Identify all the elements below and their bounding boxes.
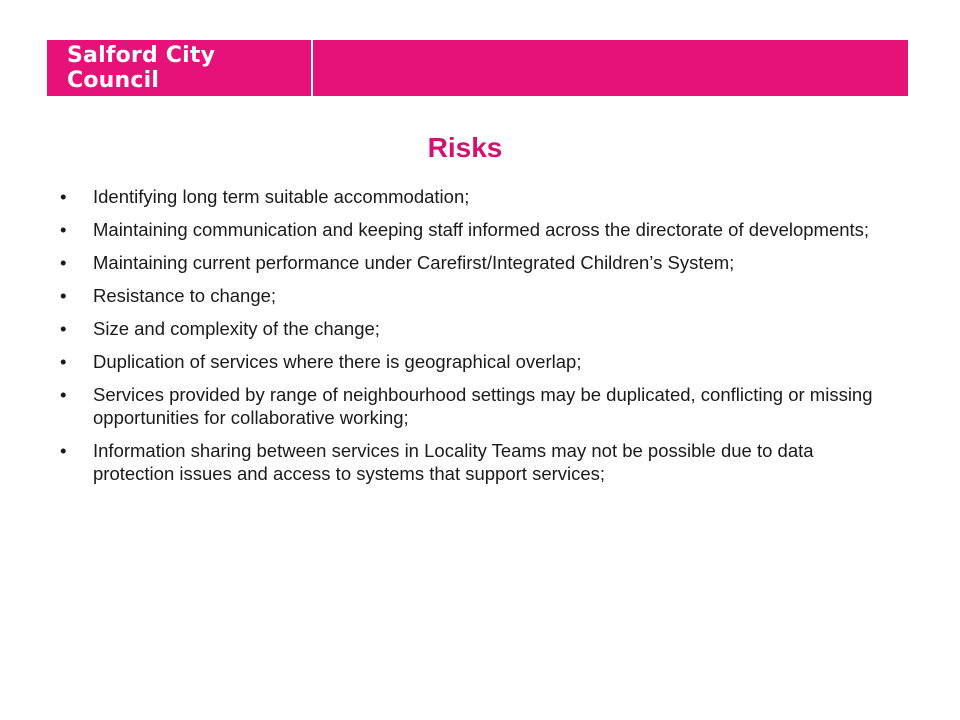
banner-fill [313,40,908,96]
list-item-text: Services provided by range of neighbourhood settings may be duplicated, conflicting or missing opportunities for collaborative working; [93,384,873,428]
header-banner [47,40,908,96]
list-item [60,284,880,307]
list-item-text: Resistance to change; [93,285,277,306]
bullet-icon: • [60,440,67,461]
list-item-text: Maintaining communication and keeping staff informed across the directorate of developments; [93,219,870,240]
bullet-icon: • [60,384,67,405]
bullet-icon: • [60,219,67,240]
bullet-icon: • [60,252,67,273]
list-item-text: Duplication of services where there is geographical overlap; [93,351,582,372]
list-item-text: Size and complexity of the change; [93,318,380,339]
list-item [60,350,880,373]
bullet-icon: • [60,186,67,207]
list-item [60,317,880,340]
list-item [60,251,880,274]
risk-list [60,185,880,495]
list-item-text: Identifying long term suitable accommodation; [93,186,470,207]
list-item [60,383,880,429]
bullet-icon: • [60,285,67,306]
bullet-icon: • [60,318,67,339]
list-item [60,218,880,241]
list-item-text: Maintaining current performance under Carefirst/Integrated Children’s System; [93,252,735,273]
bullet-icon: • [60,351,67,372]
slide-title: Risks [427,132,503,163]
list-item [60,185,880,208]
list-item [60,439,880,485]
list-item-text: Information sharing between services in Locality Teams may not be possible due to data protection issues and access to systems that support services; [93,440,814,484]
council-logo: Salford City Council [67,43,216,93]
